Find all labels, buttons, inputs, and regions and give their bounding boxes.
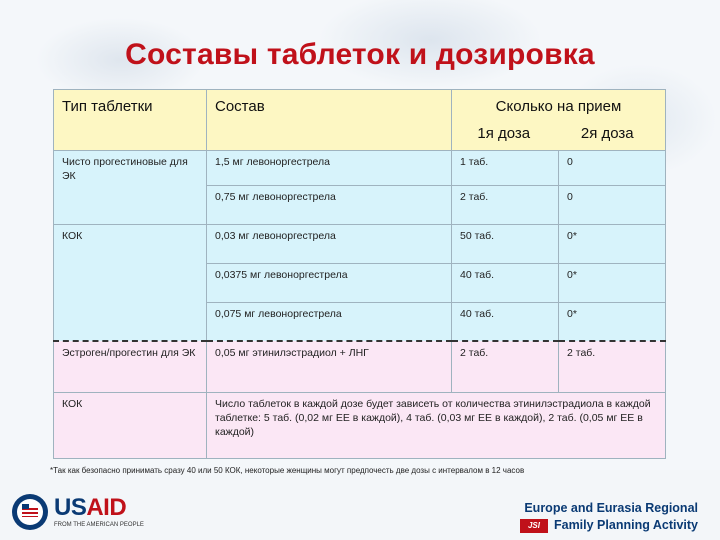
dose2-cell: 0* <box>567 308 577 320</box>
type-label: Эстроген/прогестин для ЭК <box>62 346 196 359</box>
footnote: *Так как безопасно принимать сразу 40 или 50 КОК, некоторые женщины могут предпочесть две дозы с интервалом в 12 часов <box>50 466 525 475</box>
dose1-cell: 1 таб. <box>460 156 489 168</box>
composition-cell: 1,5 мг левоноргестрела <box>215 156 331 168</box>
usaid-seal-icon <box>10 492 50 532</box>
dose1-cell: 40 таб. <box>460 269 495 281</box>
composition-cell: 0,03 мг левоноргестрела <box>215 230 336 242</box>
table-row <box>54 151 666 186</box>
header-composition: Состав <box>215 98 265 115</box>
type-cell <box>54 151 207 225</box>
header-dose2: 2я доза <box>580 125 634 142</box>
header-doses: Сколько на прием <box>495 98 622 115</box>
usaid-logo <box>10 492 150 536</box>
usaid-aid: AID <box>86 494 127 521</box>
type-cell <box>54 225 207 341</box>
usaid-wordmark <box>54 494 126 522</box>
header-dose1: 1я доза <box>477 125 531 142</box>
composition-cell: 0,75 мг левоноргестрела <box>215 191 336 203</box>
usaid-tagline: FROM THE AMERICAN PEOPLE <box>54 522 144 528</box>
jsi-logo-icon: JSI <box>520 519 548 533</box>
dosage-table <box>53 89 666 459</box>
usaid-us: US <box>54 494 87 521</box>
header-pill-type: Тип таблетки <box>62 98 153 115</box>
type-cell <box>54 393 207 459</box>
dose2-cell: 0 <box>567 156 573 168</box>
dose2-cell: 0* <box>567 230 577 242</box>
type-label: КОК <box>62 230 83 242</box>
table-row <box>54 393 666 459</box>
note-cell: Число таблеток в каждой дозе будет зависеть от количества этинилэстрадиола в каждой таблетке: 5 таб. (0,02 мг ЕЕ в каждой), 4 таб. (0,03 мг ЕЕ в каждой), 2 таб. (0,05 мг ЕЕ в каждой) <box>215 398 651 438</box>
page-title: Составы таблеток и дозировка <box>125 38 595 71</box>
type-label: КОК <box>62 398 83 410</box>
dose2-cell: 0* <box>567 269 577 281</box>
dose2-cell: 2 таб. <box>567 346 596 359</box>
dose1-cell: 2 таб. <box>460 346 489 359</box>
table-header-row <box>54 90 666 151</box>
composition-cell: 0,05 мг этинилэстрадиол + ЛНГ <box>215 346 369 359</box>
table-row <box>54 225 666 264</box>
table-row <box>54 341 666 393</box>
header-cell <box>452 90 666 151</box>
dose1-cell: 40 таб. <box>460 308 495 320</box>
type-cell <box>54 341 207 393</box>
composition-cell: 0,075 мг левоноргестрела <box>215 308 342 320</box>
dose1-cell: 2 таб. <box>460 191 489 203</box>
header-cell <box>54 90 207 151</box>
region-line1: Europe and Eurasia Regional <box>524 501 698 515</box>
header-cell <box>207 90 452 151</box>
composition-cell: 0,0375 мг левоноргестрела <box>215 269 348 281</box>
dose1-cell: 50 таб. <box>460 230 495 242</box>
region-logo <box>520 500 698 534</box>
region-line2: Family Planning Activity <box>553 518 698 532</box>
dose2-cell: 0 <box>567 191 573 203</box>
type-label: Чисто прогестиновые для ЭК <box>62 156 188 182</box>
